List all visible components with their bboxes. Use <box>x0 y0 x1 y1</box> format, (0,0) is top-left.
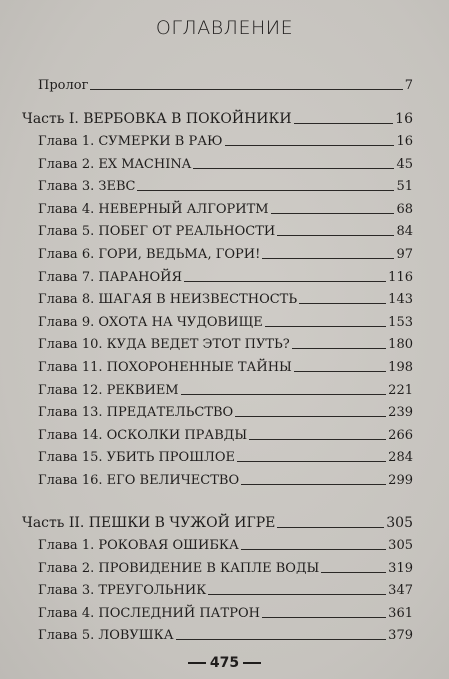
toc-chapter-entry <box>38 128 413 148</box>
dot-leader <box>237 460 386 462</box>
toc-chapter-label: Глава 3. ТРЕУГОЛЬНИК <box>38 583 207 599</box>
toc-entry-label: Пролог <box>38 78 89 93</box>
toc-chapter-entry <box>38 555 413 575</box>
page-footer <box>0 655 449 671</box>
toc-chapter-page: 221 <box>388 382 413 398</box>
toc-chapter-label: Глава 14. ОСКОЛКИ ПРАВДЫ <box>38 427 248 443</box>
toc-chapter-page: 347 <box>388 583 413 599</box>
toc-chapter-page: 284 <box>388 450 413 466</box>
toc-chapter-entry <box>38 444 413 464</box>
dot-leader <box>225 144 395 146</box>
toc-part-1 <box>22 106 413 126</box>
dot-leader <box>249 438 386 440</box>
toc-chapter-page: 361 <box>388 605 413 621</box>
toc-chapter-label: Глава 2. ПРОВИДЕНИЕ В КАПЛЕ ВОДЫ <box>38 560 320 576</box>
toc-chapter-label: Глава 2. EX MACHINA <box>38 156 192 172</box>
toc-chapter-page: 299 <box>388 473 413 488</box>
toc-part-label: Часть II. ПЕШКИ В ЧУЖОЙ ИГРЕ <box>22 515 276 531</box>
dot-leader <box>193 167 394 169</box>
toc-chapter-entry <box>38 309 413 329</box>
toc-chapter-page: 198 <box>388 360 413 375</box>
toc-chapter-label: Глава 4. НЕВЕРНЫЙ АЛГОРИТМ <box>38 201 269 217</box>
toc-chapter-entry <box>38 264 413 284</box>
toc-chapter-entry <box>38 241 413 261</box>
dot-leader <box>265 325 386 327</box>
toc-chapter-page: 16 <box>396 134 413 149</box>
toc-chapter-entry <box>38 196 413 216</box>
toc-entry-prologue <box>38 72 413 92</box>
toc-chapter-label: Глава 13. ПРЕДАТЕЛЬСТВО <box>38 405 234 421</box>
toc-chapter-page: 153 <box>388 314 413 330</box>
dot-leader <box>271 212 395 214</box>
toc-chapter-label: Глава 6. ГОРИ, ВЕДЬМА, ГОРИ! <box>38 247 261 262</box>
dot-leader <box>208 593 386 595</box>
toc-chapter-page: 116 <box>388 269 413 285</box>
toc-chapter-label: Глава 10. КУДА ВЕДЕТ ЭТОТ ПУТЬ? <box>38 337 290 353</box>
toc-part-2 <box>22 510 413 530</box>
toc-entry-page: 7 <box>404 78 413 93</box>
toc-chapter-entry <box>38 151 413 171</box>
toc-chapter-entry <box>38 173 413 193</box>
dot-leader <box>241 483 386 485</box>
toc-chapter-page: 143 <box>388 292 413 308</box>
dot-leader <box>184 280 386 282</box>
toc-chapter-label: Глава 1. СУМЕРКИ В РАЮ <box>38 134 223 149</box>
dot-leader <box>235 415 386 417</box>
toc-chapter-page: 180 <box>388 337 413 353</box>
dot-leader <box>137 189 394 191</box>
toc-chapter-entry <box>38 422 413 442</box>
dot-leader <box>90 88 402 90</box>
toc-chapter-entry <box>38 467 413 487</box>
toc-part-label: Часть I. ВЕРБОВКА В ПОКОЙНИКИ <box>22 111 292 127</box>
toc-chapter-page: 305 <box>388 538 413 553</box>
dot-leader <box>294 122 394 124</box>
dot-leader <box>241 548 386 550</box>
toc-chapter-page: 68 <box>396 201 413 217</box>
toc-chapter-page: 266 <box>388 427 413 443</box>
toc-chapter-entry <box>38 622 413 642</box>
toc-chapter-page: 319 <box>388 560 413 576</box>
dot-leader <box>294 370 386 372</box>
toc-chapter-entry <box>38 577 413 597</box>
dot-leader <box>181 393 387 395</box>
toc-chapter-entry <box>38 532 413 552</box>
toc-chapter-page: 379 <box>388 628 413 644</box>
toc-chapter-label: Глава 4. ПОСЛЕДНИЙ ПАТРОН <box>38 605 260 621</box>
toc-chapter-label: Глава 9. ОХОТА НА ЧУДОВИЩЕ <box>38 314 263 330</box>
dot-leader <box>277 234 394 236</box>
toc-chapter-page: 51 <box>396 179 413 195</box>
toc-chapter-label: Глава 16. ЕГО ВЕЛИЧЕСТВО <box>38 473 240 488</box>
toc-chapter-page: 97 <box>396 247 413 262</box>
dot-leader <box>321 571 386 573</box>
toc-chapter-label: Глава 5. ПОБЕГ ОТ РЕАЛЬНОСТИ <box>38 224 276 240</box>
toc-chapter-entry <box>38 218 413 238</box>
toc-chapter-label: Глава 1. РОКОВАЯ ОШИБКА <box>38 538 239 553</box>
toc-part-page: 305 <box>386 515 413 531</box>
toc-part-page: 16 <box>395 111 413 127</box>
dot-leader <box>262 257 394 259</box>
dot-leader <box>262 616 386 618</box>
toc-chapter-entry <box>38 286 413 306</box>
toc-chapter-entry <box>38 377 413 397</box>
dot-leader <box>277 526 384 528</box>
toc-chapter-label: Глава 7. ПАРАНОЙЯ <box>38 269 182 285</box>
toc-chapter-entry <box>38 331 413 351</box>
toc-chapter-label: Глава 5. ЛОВУШКА <box>38 628 174 644</box>
toc-chapter-label: Глава 12. РЕКВИЕМ <box>38 382 179 398</box>
toc-chapter-page: 84 <box>396 224 413 240</box>
toc-chapter-label: Глава 8. ШАГАЯ В НЕИЗВЕСТНОСТЬ <box>38 292 298 308</box>
footer-dash-left <box>188 662 206 664</box>
toc-chapter-label: Глава 11. ПОХОРОНЕННЫЕ ТАЙНЫ <box>38 360 292 375</box>
toc-chapter-page: 45 <box>396 156 413 172</box>
toc-chapter-entry <box>38 600 413 620</box>
toc-chapter-page: 239 <box>388 405 413 421</box>
toc-chapter-label: Глава 3. ЗЕВС <box>38 179 136 195</box>
dot-leader <box>176 638 387 640</box>
page-number: 475 <box>209 655 240 671</box>
dot-leader <box>299 302 386 304</box>
page-title: ОГЛАВЛЕНИЕ <box>155 17 294 39</box>
dot-leader <box>292 347 386 349</box>
footer-dash-right <box>243 662 261 664</box>
toc-chapter-entry <box>38 399 413 419</box>
toc-chapter-label: Глава 15. УБИТЬ ПРОШЛОЕ <box>38 450 236 466</box>
toc-chapter-entry <box>38 354 413 374</box>
